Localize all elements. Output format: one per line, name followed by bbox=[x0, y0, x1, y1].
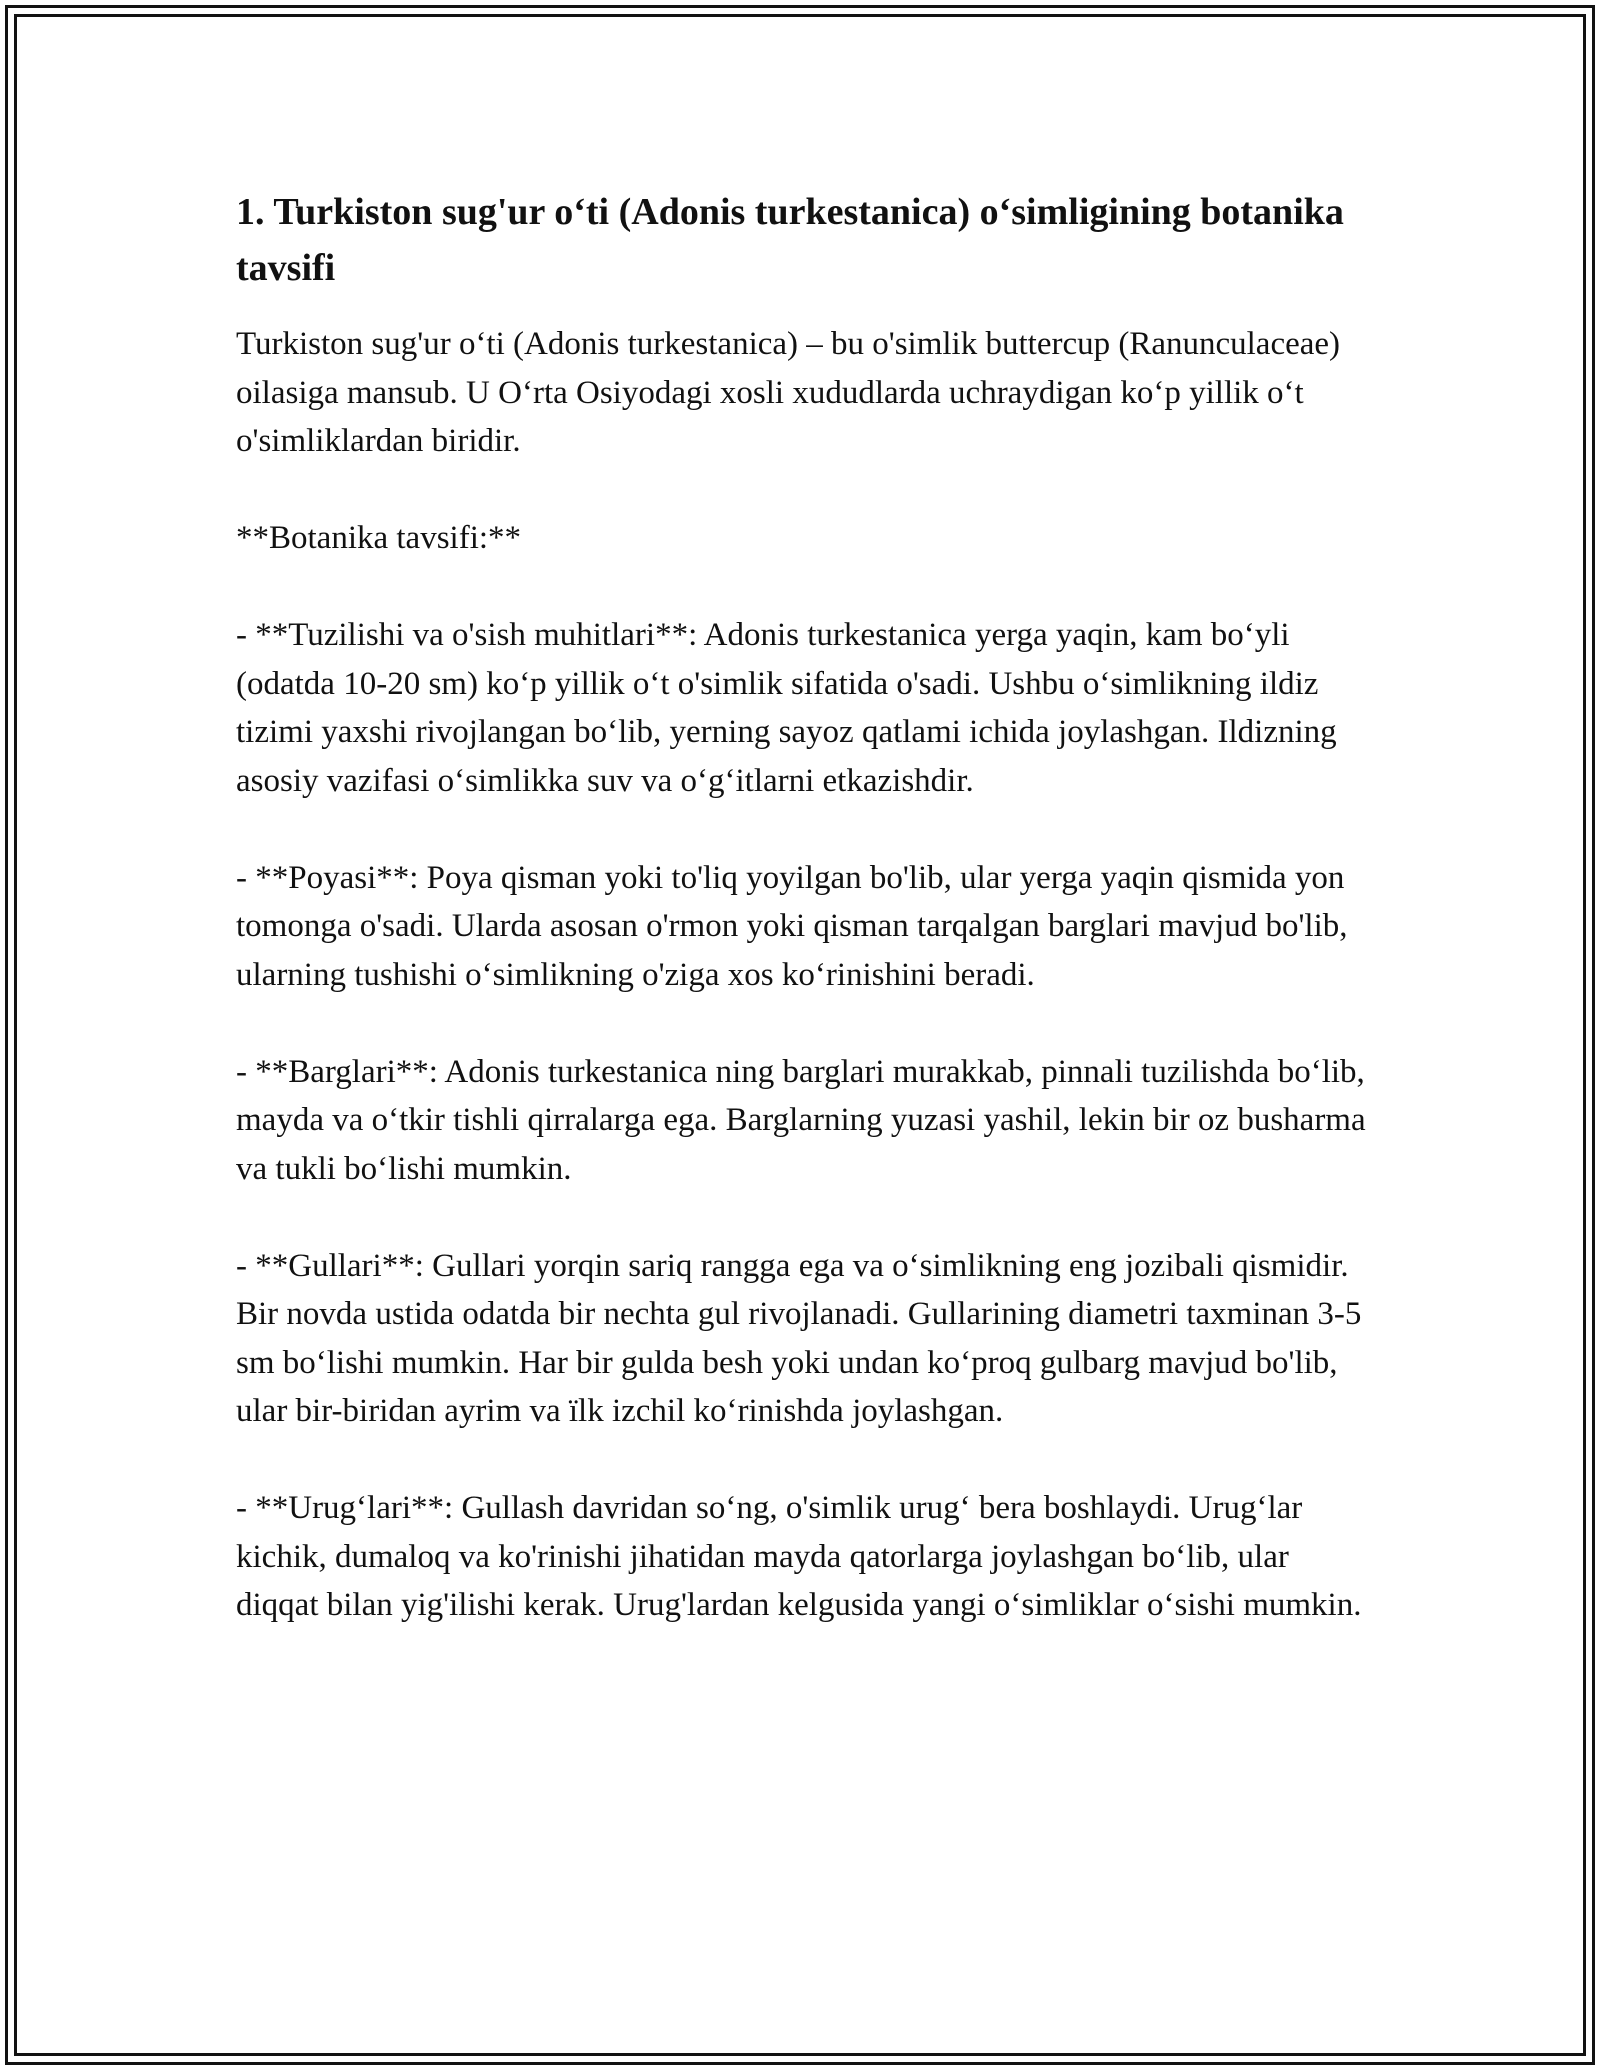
paragraph-barglari: - **Barglari**: Adonis turkestanica ning barglari murakkab, pinnali tuzilishda bo‘lib, mayda va o‘tkir tishli qirralarga ega. Barglarning yuzasi yashil, lekin bir oz busharma va tukli bo‘lishi mumkin. bbox=[236, 1053, 1366, 1187]
paragraph-gullari: - **Gullari**: Gullari yorqin sariq rangga ega va o‘simlikning eng jozibali qismidir. Bir novda ustida odatda bir nechta gul rivojlanadi. Gullarining diametri taxminan 3-5 sm bo‘lishi mumkin. Har bir gulda besh yoki undan ko‘proq gulbarg mavjud bo'lib, ular bir-biridan ayrim va ïlk izchil ko‘rinishda joylashgan. bbox=[236, 1247, 1362, 1429]
paragraph-poyasi: - **Poyasi**: Poya qisman yoki to'liq yoyilgan bo'lib, ular yerga yaqin qismida yon tomonga o'sadi. Ularda asosan o'rmon yoki qisman tarqalgan barglari mavjud bo'lib, ularning tushishi o‘simlikning o'ziga xos ko‘rinishini beradi. bbox=[236, 859, 1348, 993]
document-title: 1. Turkiston sug'ur o‘ti (Adonis turkestanica) o‘simligining botanika tavsifi bbox=[236, 191, 1344, 289]
document-body bbox=[236, 184, 1366, 1678]
paragraph-tuzilishi: - **Tuzilishi va o'sish muhitlari**: Adonis turkestanica yerga yaqin, kam bo‘yli (odatda 10-20 sm) ko‘p yillik o‘t o'simlik sifatida o'sadi. Ushbu o‘simlikning ildiz tizimi yaxshi rivojlangan bo‘lib, yerning sayoz qatlami ichida joylashgan. Ildizning asosiy vazifasi o‘simlikka suv va o‘g‘itlarni etkazishdir. bbox=[236, 617, 1337, 799]
intro-paragraph: Turkiston sug'ur o‘ti (Adonis turkestanica) – bu o'simlik buttercup (Ranunculaceae) oilasiga mansub. U O‘rta Osiyodagi xosli xududlarda uchraydigan ko‘p yillik o‘t o'simliklardan biridir. bbox=[236, 326, 1341, 459]
section-heading-botanika: **Botanika tavsifi:** bbox=[236, 520, 522, 556]
paragraph-uruglari: - **Urug‘lari**: Gullash davridan so‘ng, o'simlik urug‘ bera boshlaydi. Urug‘lar kichik, dumaloq va ko'rinishi jihatidan mayda qatorlarga joylashgan bo‘lib, ular diqqat bilan yig'ilishi kerak. Urug'lardan kelgusida yangi o‘simliklar o‘sishi mumkin. bbox=[236, 1490, 1362, 1623]
